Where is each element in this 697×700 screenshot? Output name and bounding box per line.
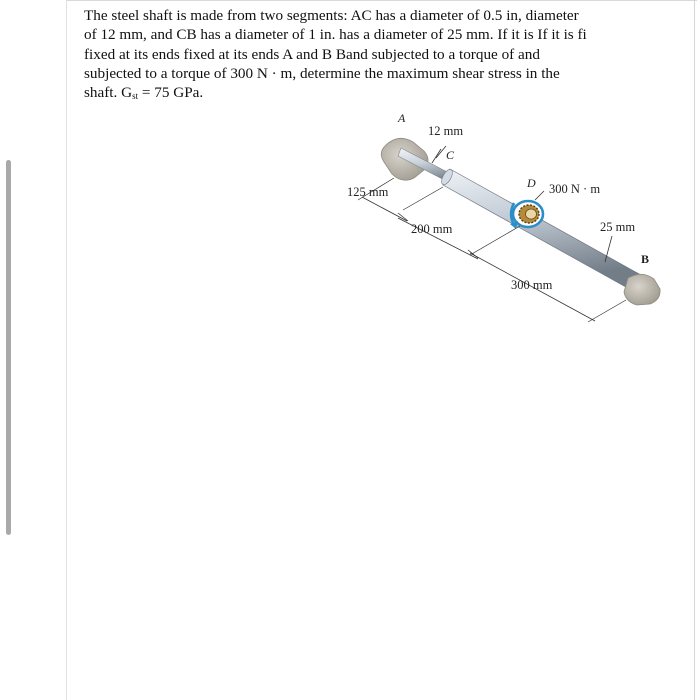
label-c: C <box>446 148 455 162</box>
label-d: D <box>527 176 536 190</box>
problem-line-5-suffix: = 75 GPa. <box>138 84 204 102</box>
gear-at-d <box>513 201 543 227</box>
label-12mm: 12 mm <box>428 124 464 138</box>
label-torque: 300 N · m <box>549 182 601 196</box>
problem-line-5-prefix: shaft. G <box>84 84 133 102</box>
label-b: B <box>641 252 650 266</box>
label-a: A <box>398 111 406 125</box>
label-25mm: 25 mm <box>600 220 636 234</box>
problem-line-2: of 12 mm, and CB has a diameter of 1 in. has a diameter of 25 mm. If it is If it is fi <box>84 26 587 44</box>
label-125mm: 125 mm <box>347 185 389 199</box>
fixed-support-b <box>624 274 660 305</box>
problem-line-4: subjected to a torque of 300 N · m, determine the maximum shear stress in the <box>84 64 560 82</box>
extension-line-c <box>403 187 443 210</box>
dim-line-12mm-leader <box>436 146 446 158</box>
dim-line-125mm <box>362 197 407 221</box>
label-200mm: 200 mm <box>411 222 453 236</box>
torque-label-leader <box>535 191 544 200</box>
extension-line-d <box>470 226 520 255</box>
extension-line-b <box>588 300 626 322</box>
dim-line-c-leader <box>432 149 441 163</box>
problem-line-3: fixed at its ends fixed at its ends A and B Band subjected to a torque of and <box>84 45 540 63</box>
problem-line-1: The steel shaft is made from two segments: AC has a diameter of 0.5 in, diameter <box>84 7 579 24</box>
label-300mm: 300 mm <box>511 278 553 292</box>
shear-modulus-subscript: st <box>132 91 139 102</box>
